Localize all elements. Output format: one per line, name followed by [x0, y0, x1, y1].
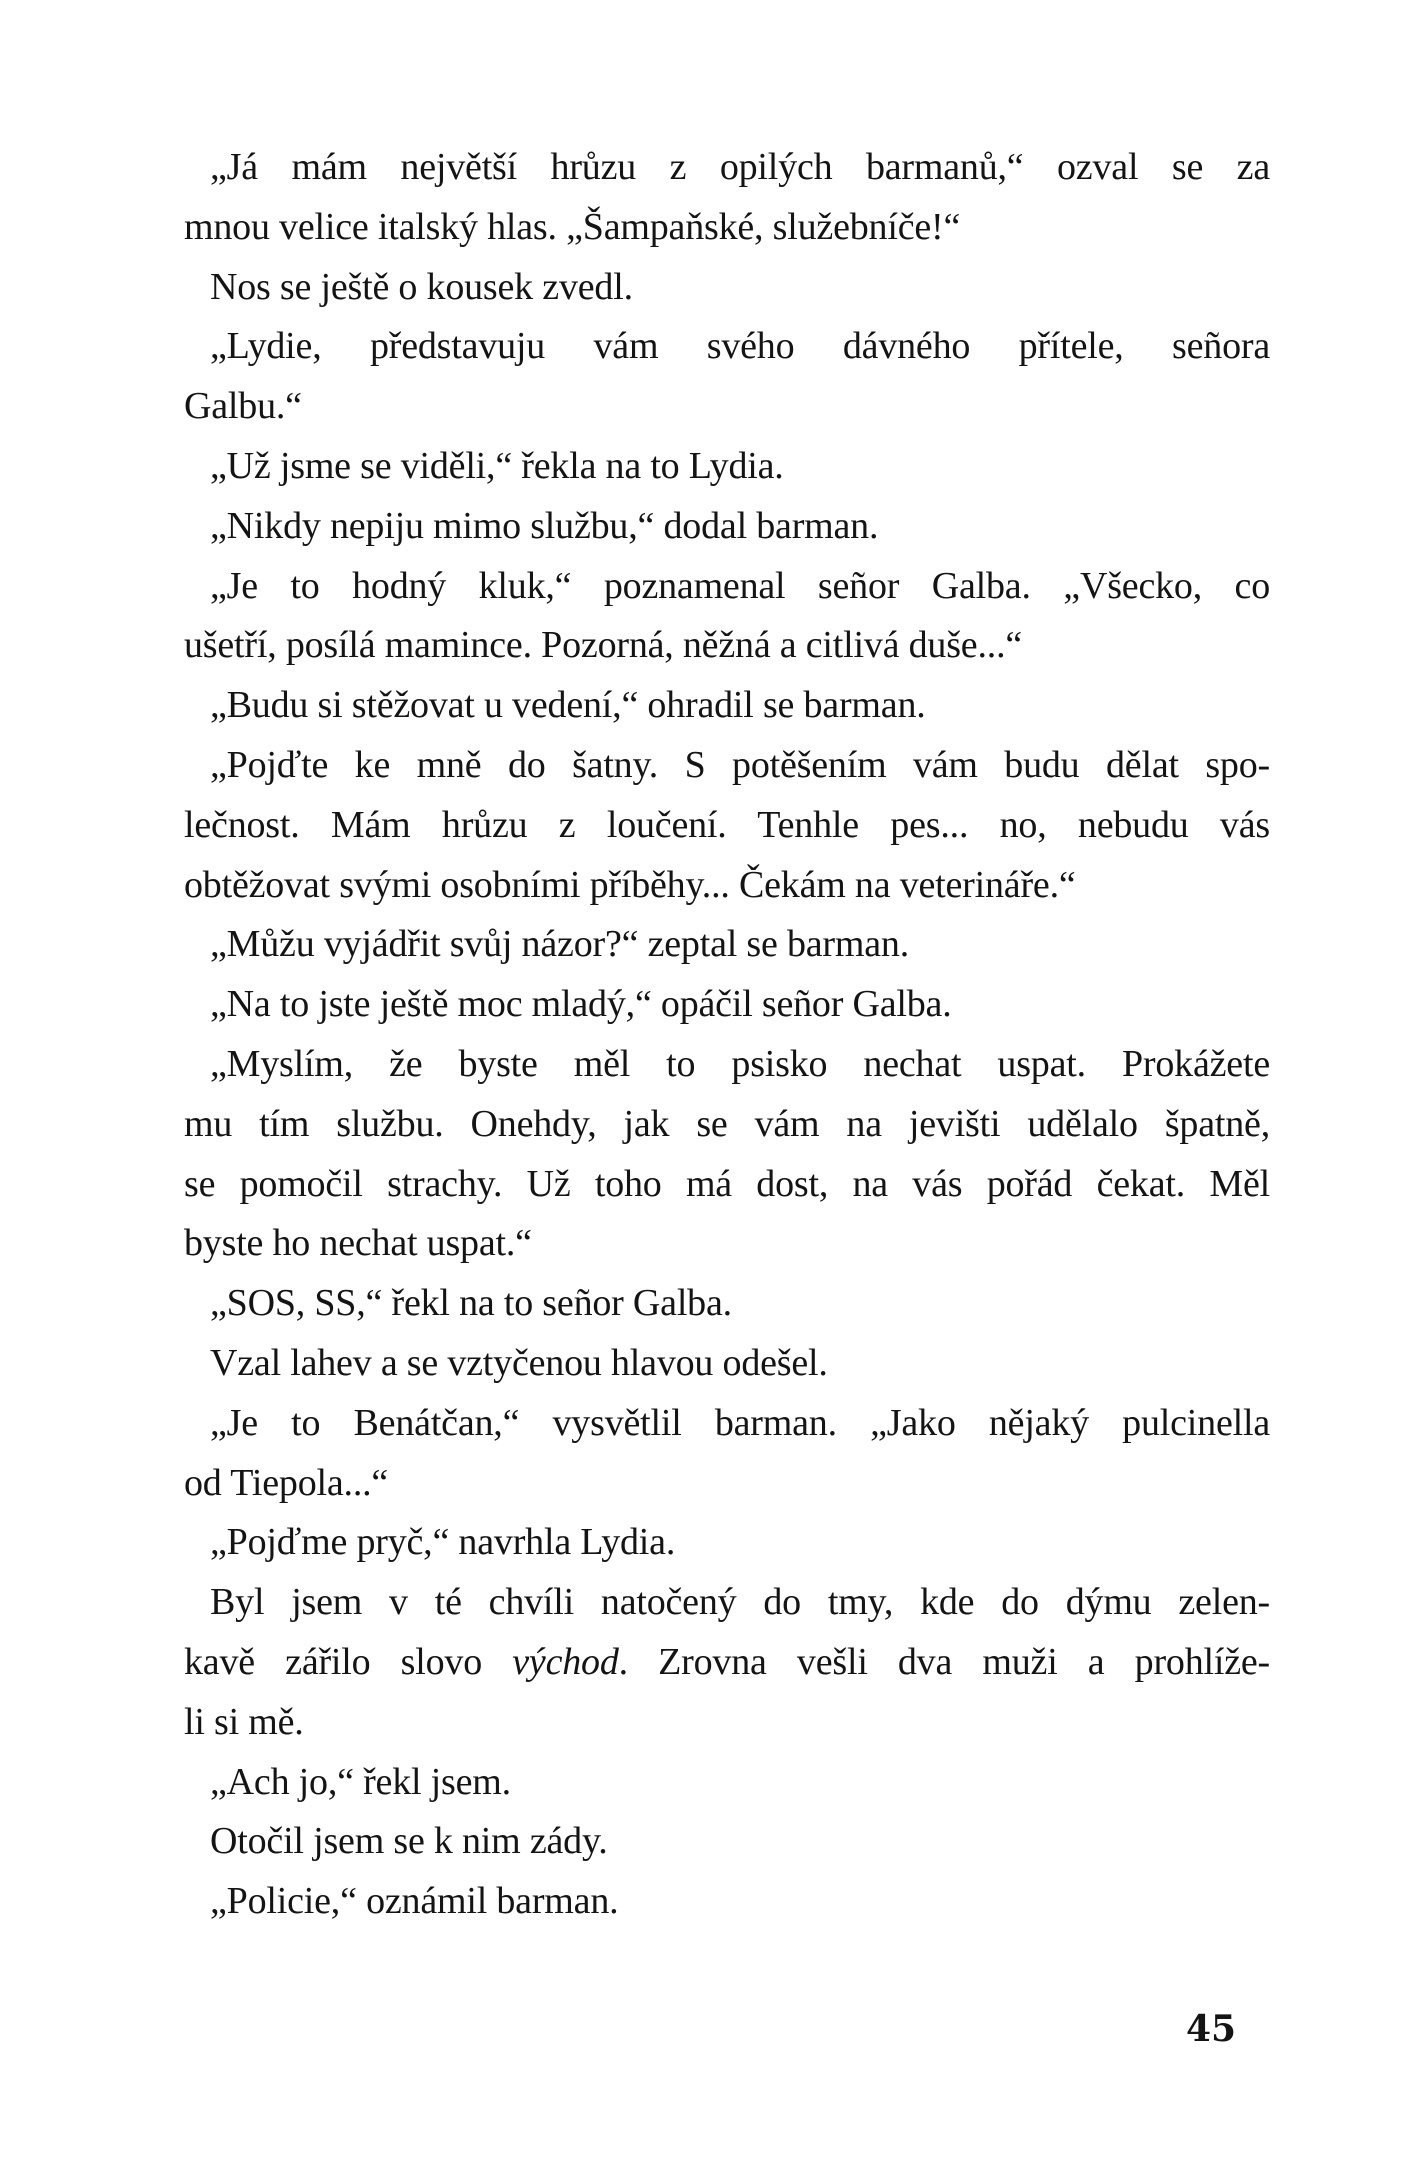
text-segment: byste ho nechat uspat.“: [184, 1222, 532, 1265]
text-line: [184, 138, 1270, 198]
text-line: [184, 258, 1270, 318]
text-line: [184, 1633, 1270, 1693]
text-segment: od Tiepola...“: [184, 1461, 389, 1504]
text-line: [184, 856, 1270, 916]
text-line: [184, 497, 1270, 557]
text-segment: „SOS, SS,“ řekl na to señor Galba.: [210, 1282, 732, 1325]
text-segment: „Budu si stěžovat u vedení,“ ohradil se barman.: [210, 684, 926, 727]
text-line: [184, 1573, 1270, 1633]
text-segment: „Nikdy nepiju mimo službu,“ dodal barman.: [210, 504, 879, 547]
text-block: [184, 138, 1270, 1932]
text-line: [184, 198, 1270, 258]
text-segment: Nos se ještě o kousek zvedl.: [210, 265, 633, 308]
text-segment: „Je to hodný kluk,“ poznamenal señor Galba. „Všecko, co: [210, 564, 1270, 607]
text-line: [184, 1274, 1270, 1334]
text-segment: li si mě.: [184, 1700, 304, 1743]
text-segment: mnou velice italský hlas. „Šampaňské, služebníče!“: [184, 205, 961, 248]
text-line: [184, 1334, 1270, 1394]
text-segment: „Ach jo,“ řekl jsem.: [210, 1760, 511, 1803]
text-segment: „Je to Benátčan,“ vysvětlil barman. „Jako nějaký pulcinella: [210, 1401, 1270, 1444]
page-number: 45: [1186, 2008, 1237, 2050]
text-segment: mu tím službu. Onehdy, jak se vám na jevišti udělalo špatně,: [184, 1102, 1270, 1145]
text-line: [184, 796, 1270, 856]
text-line: [184, 1693, 1270, 1753]
text-line: [184, 1513, 1270, 1573]
text-segment: obtěžovat svými osobními příběhy... Čekám na veterináře.“: [184, 863, 1076, 906]
text-line: [184, 377, 1270, 437]
text-line: [184, 676, 1270, 736]
text-line: [184, 1394, 1270, 1454]
text-segment: kavě zářilo slovo: [184, 1640, 513, 1683]
text-line: [184, 915, 1270, 975]
text-line: [184, 1454, 1270, 1514]
text-line: [184, 1812, 1270, 1872]
text-line: [184, 1155, 1270, 1215]
text-segment: „Můžu vyjádřit svůj názor?“ zeptal se barman.: [210, 923, 909, 966]
text-line: [184, 1035, 1270, 1095]
text-segment: „Policie,“ oznámil barman.: [210, 1880, 619, 1923]
text-segment: „Lydie, představuju vám svého dávného přítele, señora: [210, 325, 1270, 368]
text-segment: lečnost. Mám hrůzu z loučení. Tenhle pes... no, nebudu vás: [184, 803, 1270, 846]
text-line: [184, 437, 1270, 497]
text-segment: Vzal lahev a se vztyčenou hlavou odešel.: [210, 1341, 828, 1384]
text-line: [184, 317, 1270, 377]
text-segment: Otočil jsem se k nim zády.: [210, 1820, 608, 1863]
text-segment: . Zrovna vešli dva muži a prohlíže-: [618, 1640, 1271, 1683]
text-line: [184, 1214, 1270, 1274]
text-segment: ušetří, posílá mamince. Pozorná, něžná a citlivá duše...“: [184, 624, 1023, 667]
text-line: [184, 975, 1270, 1035]
text-line: [184, 1095, 1270, 1155]
text-segment: „Já mám největší hrůzu z opilých barmanů,“ ozval se za: [210, 146, 1270, 188]
text-segment: „Pojďme pryč,“ navrhla Lydia.: [210, 1521, 676, 1564]
text-segment: „Myslím, že byste měl to psisko nechat uspat. Prokážete: [210, 1042, 1270, 1085]
text-line: [184, 616, 1270, 676]
text-segment: se pomočil strachy. Už toho má dost, na vás pořád čekat. Měl: [184, 1162, 1270, 1205]
text-segment: „Už jsme se viděli,“ řekla na to Lydia.: [210, 444, 784, 487]
text-segment: „Na to jste ještě moc mladý,“ opáčil señor Galba.: [210, 983, 952, 1026]
italic-word: východ: [512, 1640, 619, 1683]
text-line: [184, 1753, 1270, 1813]
text-segment: Byl jsem v té chvíli natočený do tmy, kde do dýmu zelen-: [210, 1581, 1270, 1624]
text-line: [184, 557, 1270, 617]
text-segment: Galbu.“: [184, 385, 302, 428]
text-line: [184, 1872, 1270, 1932]
text-line: [184, 736, 1270, 796]
text-segment: „Pojďte ke mně do šatny. S potěšením vám budu dělat spo-: [210, 743, 1270, 786]
